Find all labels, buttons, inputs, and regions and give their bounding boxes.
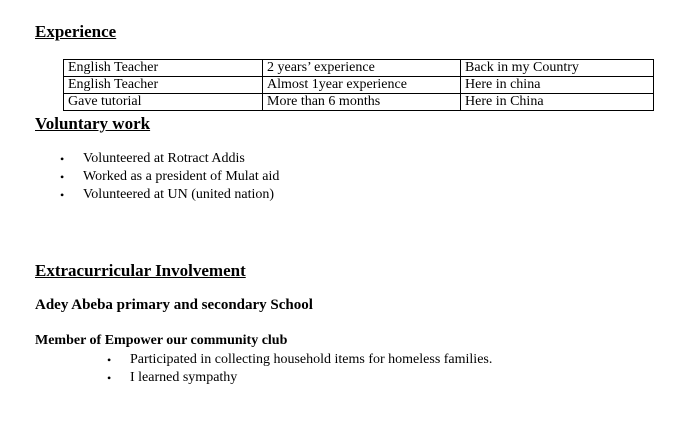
table-cell: English Teacher	[64, 77, 263, 94]
table-cell: Here in China	[461, 94, 654, 111]
list-item-text: Worked as a president of Mulat aid	[83, 169, 280, 184]
table-row	[64, 77, 654, 94]
table-cell: More than 6 months	[263, 94, 461, 111]
club-membership: Member of Empower our community club	[35, 333, 288, 348]
activities-list	[107, 351, 492, 387]
list-item	[60, 186, 279, 204]
list-item-text: Volunteered at UN (united nation)	[83, 187, 275, 202]
school-name: Adey Abeba primary and secondary School	[35, 297, 313, 313]
bullet-icon: •	[107, 353, 112, 367]
table-cell: Here in china	[461, 77, 654, 94]
list-item	[60, 168, 279, 186]
bullet-icon: •	[60, 152, 65, 166]
bullet-icon: •	[60, 170, 65, 184]
list-item-text: Volunteered at Rotract Addis	[83, 151, 245, 166]
list-item	[107, 351, 492, 369]
table-cell: Gave tutorial	[64, 94, 263, 111]
table-cell: English Teacher	[64, 60, 263, 77]
voluntary-list	[60, 150, 279, 204]
experience-table	[63, 59, 654, 111]
bullet-icon: •	[107, 371, 112, 385]
table-cell: Back in my Country	[461, 60, 654, 77]
bullet-icon: •	[60, 188, 65, 202]
list-item	[107, 369, 492, 387]
list-item-text: I learned sympathy	[130, 370, 238, 385]
extracurricular-heading: Extracurricular Involvement	[35, 261, 246, 280]
table-cell: Almost 1year experience	[263, 77, 461, 94]
voluntary-work-heading: Voluntary work	[35, 114, 151, 133]
table-cell: 2 years’ experience	[263, 60, 461, 77]
list-item	[60, 150, 279, 168]
list-item-text: Participated in collecting household items for homeless families.	[130, 352, 493, 367]
experience-heading: Experience	[35, 22, 117, 41]
table-row	[64, 60, 654, 77]
table-row	[64, 94, 654, 111]
